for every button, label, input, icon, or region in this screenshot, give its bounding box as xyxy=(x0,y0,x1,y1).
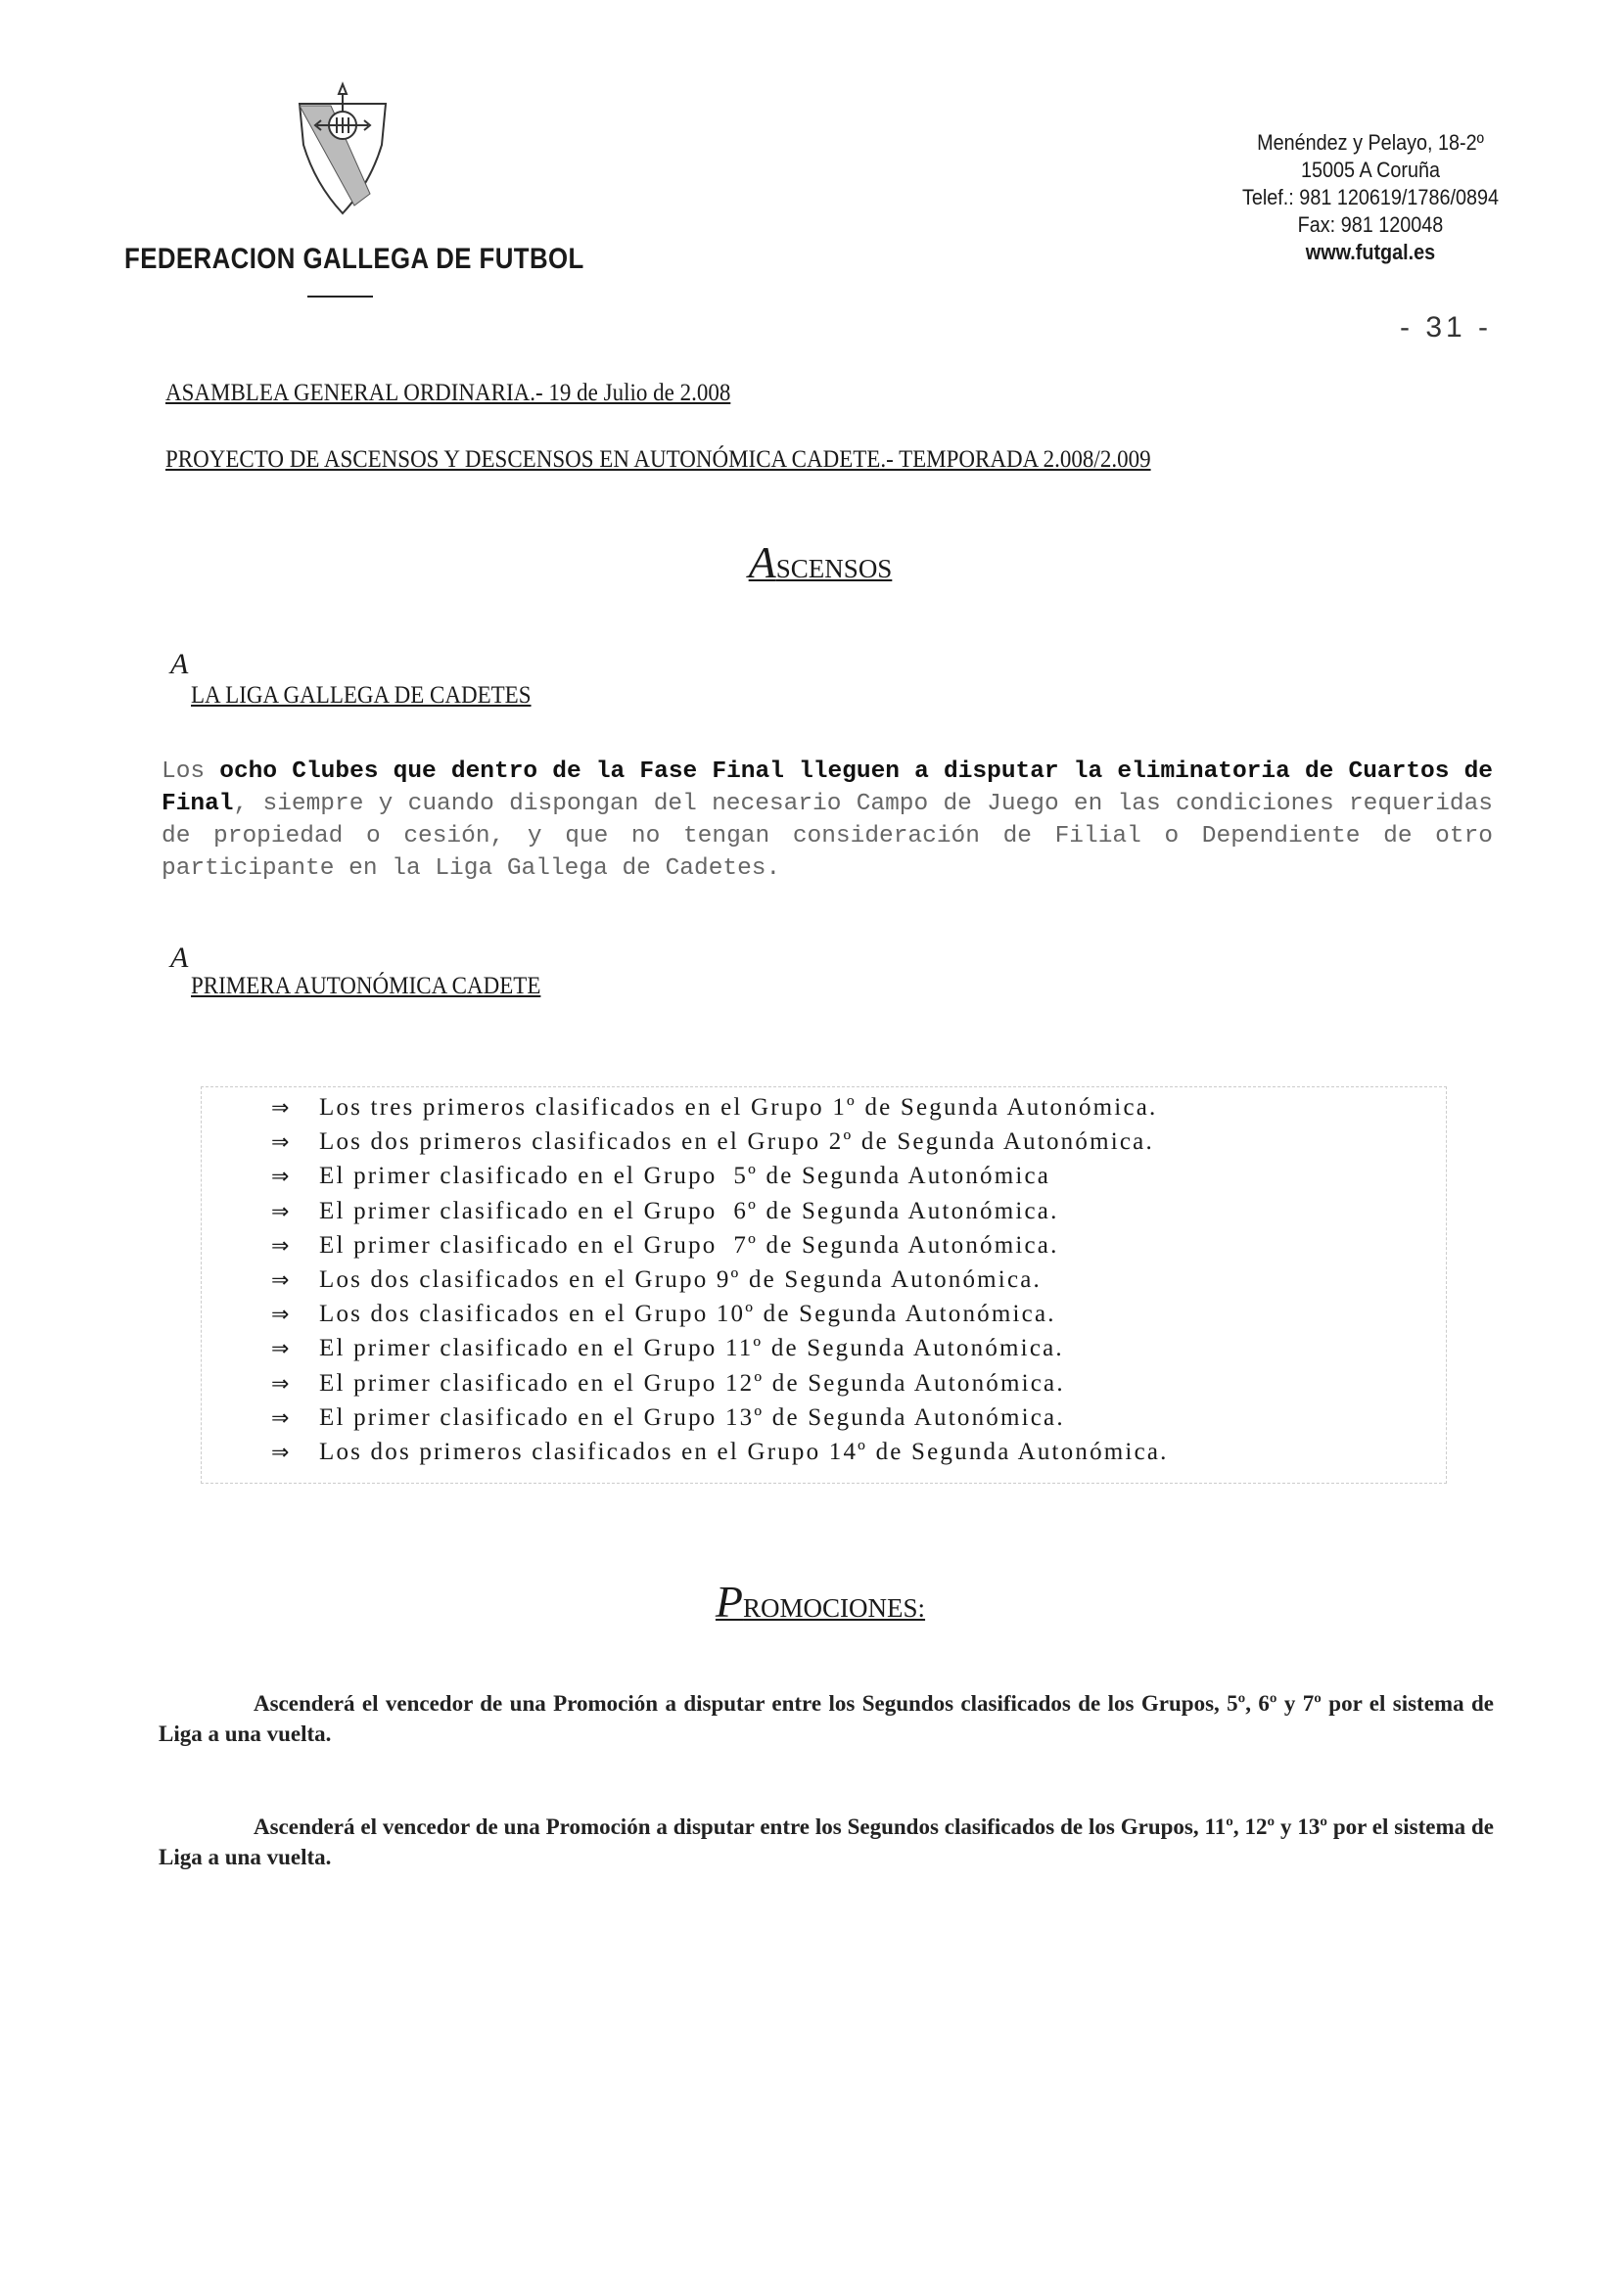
heading-rest: ROMOCIONES: xyxy=(743,1593,926,1623)
list-item xyxy=(271,1090,1169,1125)
paragraph-rest: , siempre y cuando dispongan del necesario Campo de Juego en las condiciones requeridas de propiedad o cesión, y que no tengan consideración de Filial o Dependiente de otro participante en la Liga Gallega de Cadetes. xyxy=(162,791,1493,882)
list-item-text: El primer clasificado en el Grupo 11º de Segunda Autonómica. xyxy=(319,1335,1064,1362)
arrow-icon: ⇒ xyxy=(271,1095,290,1120)
liga-gallega-title: LA LIGA GALLEGA DE CADETES xyxy=(191,682,532,709)
ascensos-heading xyxy=(0,536,1624,588)
promociones-heading xyxy=(0,1576,1624,1628)
promocion-paragraph: Ascenderá el vencedor de una Promoción a disputar entre los Segundos clasificados de los Grupos, 5º, 6º y 7º por el sistema de Liga a una vuelta. xyxy=(159,1691,1494,1746)
arrow-icon: ⇒ xyxy=(271,1370,290,1396)
arrow-icon: ⇒ xyxy=(271,1232,290,1258)
list-item-text: Los dos clasificados en el Grupo 9º de Segunda Autonómica. xyxy=(319,1265,1043,1293)
list-item xyxy=(271,1297,1169,1331)
list-item-text: Los dos primeros clasificados en el Grupo 2º de Segunda Autonómica. xyxy=(319,1128,1154,1156)
website-link[interactable]: www.futgal.es xyxy=(1305,240,1436,264)
address-line: 15005 A Coruña xyxy=(1300,158,1441,182)
list-item-text: El primer clasificado en el Grupo 6º de Segunda Autonómica. xyxy=(319,1197,1059,1224)
arrow-icon: ⇒ xyxy=(271,1198,290,1223)
divider xyxy=(307,296,373,298)
contact-address xyxy=(1221,129,1520,266)
qualifiers-list xyxy=(271,1090,1169,1469)
liga-gallega-paragraph xyxy=(162,756,1493,885)
section-marker: A xyxy=(170,648,189,680)
section-marker: A xyxy=(170,941,189,974)
list-item xyxy=(271,1194,1169,1228)
phone-line: Telef.: 981 120619/1786/0894 xyxy=(1241,185,1500,209)
list-item-text: Los dos primeros clasificados en el Grupo 14º de Segunda Autonómica. xyxy=(319,1438,1169,1465)
heading-initial: P xyxy=(715,1577,744,1627)
page-number: - 31 - xyxy=(1400,311,1493,344)
arrow-icon: ⇒ xyxy=(271,1164,290,1189)
address-line: Menéndez y Pelayo, 18-2º xyxy=(1257,130,1484,155)
arrow-icon: ⇒ xyxy=(271,1266,290,1292)
federation-logo-icon xyxy=(292,76,394,220)
list-item-text: El primer clasificado en el Grupo 12º de Segunda Autonómica. xyxy=(319,1369,1065,1397)
arrow-icon: ⇒ xyxy=(271,1439,290,1464)
list-item-text: Los tres primeros clasificados en el Grupo 1º de Segunda Autonómica. xyxy=(319,1094,1158,1121)
arrow-icon: ⇒ xyxy=(271,1129,290,1155)
primera-autonomica-title: PRIMERA AUTONÓMICA CADETE xyxy=(191,973,541,999)
heading-initial: A xyxy=(748,537,776,587)
list-item-text: El primer clasificado en el Grupo 7º de Segunda Autonómica. xyxy=(319,1231,1059,1259)
list-item xyxy=(271,1435,1169,1469)
fax-line: Fax: 981 120048 xyxy=(1297,212,1444,237)
list-item-text: El primer clasificado en el Grupo 13º de Segunda Autonómica. xyxy=(319,1403,1065,1431)
project-title: PROYECTO DE ASCENSOS Y DESCENSOS EN AUTONÓMICA CADETE.- TEMPORADA 2.008/2.009 xyxy=(165,446,1151,473)
organization-name: FEDERACION GALLEGA DE FUTBOL xyxy=(124,243,584,275)
list-item xyxy=(271,1366,1169,1401)
arrow-icon: ⇒ xyxy=(271,1404,290,1430)
arrow-icon: ⇒ xyxy=(271,1302,290,1327)
paragraph-lead: Los xyxy=(162,758,220,785)
list-item-text: Los dos clasificados en el Grupo 10º de Segunda Autonómica. xyxy=(319,1301,1056,1328)
assembly-title: ASAMBLEA GENERAL ORDINARIA.- 19 de Julio de 2.008 xyxy=(165,380,731,406)
list-item-text: El primer clasificado en el Grupo 5º de Segunda Autonómica xyxy=(319,1163,1051,1190)
heading-rest: SCENSOS xyxy=(775,554,893,583)
list-item xyxy=(271,1263,1169,1297)
list-item xyxy=(271,1159,1169,1193)
promocion-paragraph: Ascenderá el vencedor de una Promoción a disputar entre los Segundos clasificados de los Grupos, 11º, 12º y 13º por el sistema de Liga a una vuelta. xyxy=(159,1814,1494,1869)
list-item xyxy=(271,1401,1169,1435)
list-item xyxy=(271,1331,1169,1365)
list-item xyxy=(271,1228,1169,1263)
paragraph-bold: ocho Clubes que dentro de la Fase Final lleguen a disputar la eliminatoria de Cuartos de Final xyxy=(162,758,1494,817)
list-item xyxy=(271,1125,1169,1159)
arrow-icon: ⇒ xyxy=(271,1336,290,1361)
